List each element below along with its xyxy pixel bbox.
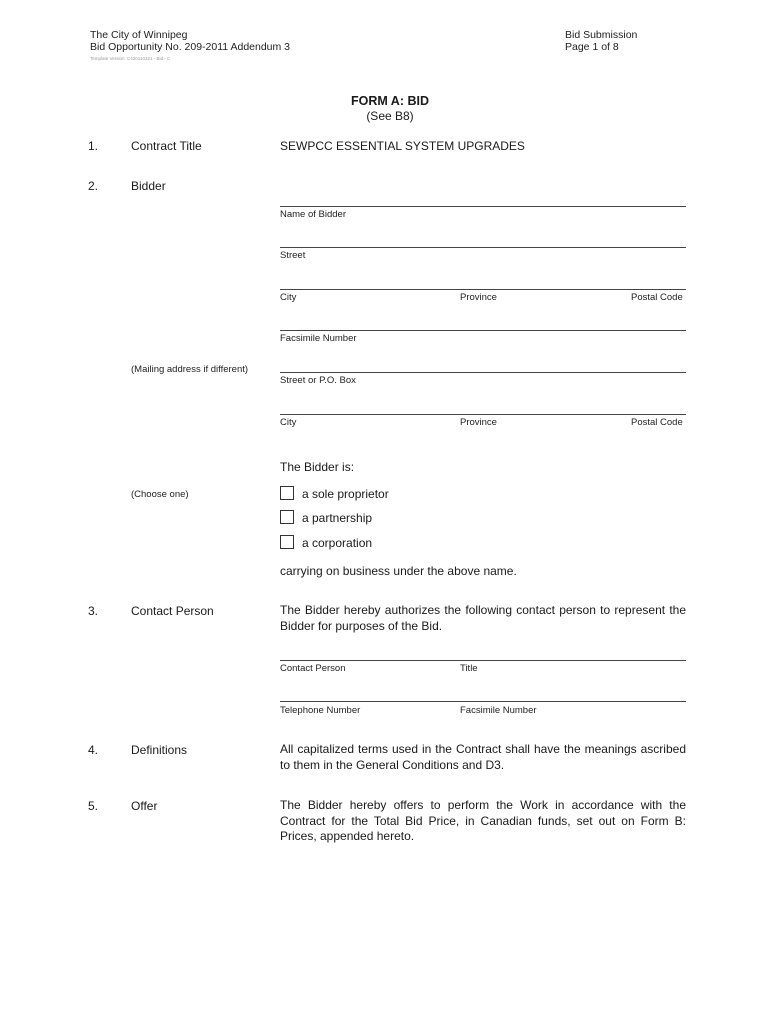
choose-one-note: (Choose one) (131, 489, 189, 500)
contact-person-label: Contact Person (280, 663, 346, 674)
facsimile-field[interactable] (280, 330, 686, 331)
header-section: Bid Submission (565, 29, 638, 41)
section-5-number: 5. (88, 799, 99, 813)
city-province-postal-field[interactable] (280, 289, 686, 290)
partnership-label: a partnership (302, 511, 373, 525)
mailing-postal-code-label: Postal Code (631, 417, 683, 428)
name-of-bidder-field[interactable] (280, 206, 686, 207)
offer-text: The Bidder hereby offers to perform the Work in accordance with the Contract for the Total Bid Price, in Canadian funds, set out on Form B: Prices, appended hereto. (280, 798, 686, 843)
sole-proprietor-label: a sole proprietor (302, 487, 389, 501)
street-po-box-label: Street or P.O. Box (280, 375, 356, 386)
section-1-label: Contract Title (131, 139, 202, 153)
city-label: City (280, 292, 297, 303)
carrying-on-business-text: carrying on business under the above name. (280, 564, 517, 578)
street-po-box-field[interactable] (280, 372, 686, 373)
facsimile-label: Facsimile Number (280, 333, 357, 344)
telephone-number-label: Telephone Number (280, 705, 361, 716)
section-5-label: Offer (131, 799, 158, 813)
section-2-label: Bidder (131, 179, 166, 193)
mailing-city-label: City (280, 417, 297, 428)
telephone-facsimile-field[interactable] (280, 701, 686, 702)
mailing-address-note: (Mailing address if different) (131, 364, 249, 375)
form-reference: (See B8) (366, 109, 414, 123)
header-city: The City of Winnipeg (90, 29, 188, 41)
section-3-label: Contact Person (131, 604, 214, 618)
partnership-checkbox[interactable] (280, 510, 294, 524)
province-label: Province (460, 292, 497, 303)
mailing-province-label: Province (460, 417, 497, 428)
template-version-note: Template Version: C420110321 - Bid - C (90, 56, 171, 61)
street-label: Street (280, 250, 306, 261)
form-title: FORM A: BID (351, 94, 429, 108)
section-3-number: 3. (88, 604, 99, 618)
bidder-is-label: The Bidder is: (280, 460, 355, 474)
contact-person-title-field[interactable] (280, 660, 686, 661)
postal-code-label: Postal Code (631, 292, 683, 303)
section-1-number: 1. (88, 139, 99, 153)
header-page-number: Page 1 of 8 (565, 41, 619, 53)
section-4-number: 4. (88, 743, 99, 757)
header-bid-opportunity: Bid Opportunity No. 209-2011 Addendum 3 (90, 41, 291, 53)
street-field[interactable] (280, 247, 686, 248)
corporation-label: a corporation (302, 536, 373, 550)
contact-person-authorization-text: The Bidder hereby authorizes the following contact person to represent the Bidder for purposes of the Bid. (280, 603, 686, 633)
section-4-label: Definitions (131, 743, 188, 757)
section-2-number: 2. (88, 179, 99, 193)
corporation-checkbox[interactable] (280, 535, 294, 549)
sole-proprietor-checkbox[interactable] (280, 486, 294, 500)
mailing-city-province-postal-field[interactable] (280, 414, 686, 415)
contract-title-value: SEWPCC ESSENTIAL SYSTEM UPGRADES (280, 139, 525, 153)
contact-facsimile-label: Facsimile Number (460, 705, 537, 716)
title-label: Title (460, 663, 478, 674)
name-of-bidder-label: Name of Bidder (280, 209, 347, 220)
definitions-text: All capitalized terms used in the Contract shall have the meanings ascribed to them in the General Conditions and D3. (280, 742, 686, 772)
